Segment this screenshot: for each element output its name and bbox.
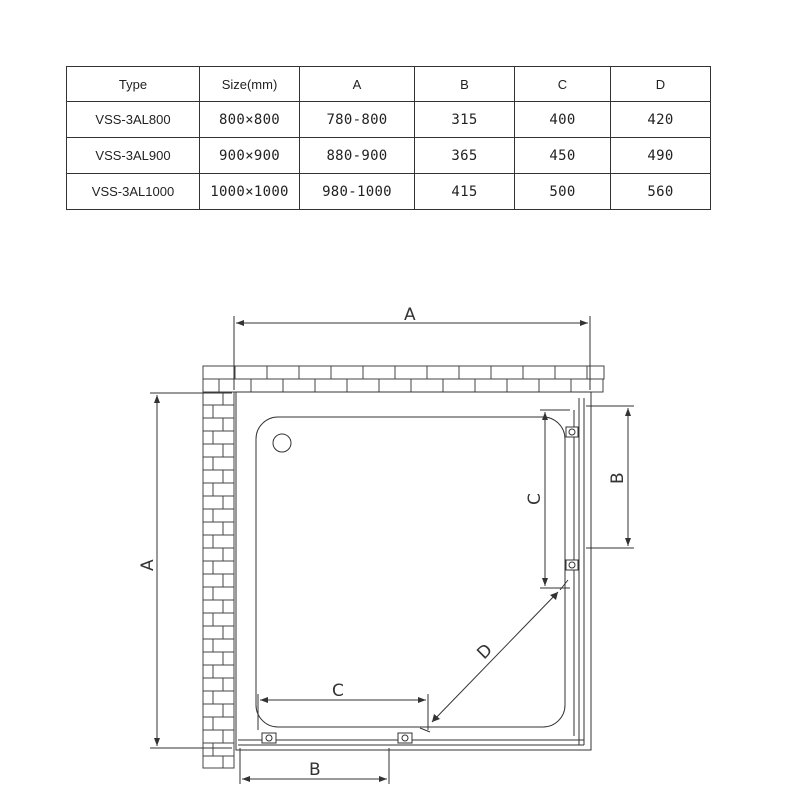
header-a: A [300, 67, 415, 102]
cell-d: 490 [611, 138, 711, 174]
brick [523, 366, 555, 379]
brick [235, 366, 267, 379]
brick [443, 379, 475, 392]
brick [213, 639, 234, 652]
brick [203, 483, 213, 496]
brick [203, 730, 223, 743]
brick [203, 431, 213, 444]
brick [223, 574, 234, 587]
cell-a: 980-1000 [300, 174, 415, 210]
shower-tray [256, 417, 565, 727]
cell-size: 800×800 [200, 102, 300, 138]
cell-c: 500 [515, 174, 611, 210]
brick [299, 366, 331, 379]
brick [203, 522, 223, 535]
brick [223, 678, 234, 691]
brick [347, 379, 379, 392]
brick [203, 665, 213, 678]
brick [213, 665, 234, 678]
brick [213, 509, 234, 522]
brick [213, 431, 234, 444]
brick [203, 613, 213, 626]
cell-c: 450 [515, 138, 611, 174]
brick [203, 639, 213, 652]
cell-type: VSS-3AL1000 [67, 174, 200, 210]
dim-label-a-top: A [404, 305, 416, 325]
brick [223, 626, 234, 639]
dim-label-a-left: A [138, 559, 158, 571]
brick [223, 392, 234, 405]
brick [213, 743, 234, 756]
brick [411, 379, 443, 392]
brick [223, 756, 234, 768]
header-c: C [515, 67, 611, 102]
brick [555, 366, 587, 379]
brick [251, 379, 283, 392]
brick [331, 366, 363, 379]
cell-d: 420 [611, 102, 711, 138]
brick [213, 717, 234, 730]
brick [203, 392, 223, 405]
header-size: Size(mm) [200, 67, 300, 102]
brick [223, 470, 234, 483]
brick [203, 587, 213, 600]
brick [203, 366, 235, 379]
brick [203, 470, 223, 483]
brick [219, 379, 251, 392]
brick [203, 652, 223, 665]
brick [213, 691, 234, 704]
brick [223, 418, 234, 431]
brick [475, 379, 507, 392]
brick [459, 366, 491, 379]
brick [203, 756, 223, 768]
brick [213, 483, 234, 496]
brick [223, 652, 234, 665]
brick [213, 561, 234, 574]
brick [203, 405, 213, 418]
brick [203, 691, 213, 704]
brick [571, 379, 603, 392]
cell-d: 560 [611, 174, 711, 210]
brick [315, 379, 347, 392]
cell-b: 365 [415, 138, 515, 174]
brick [203, 704, 223, 717]
brick [203, 418, 223, 431]
brick [203, 678, 223, 691]
cell-a: 780-800 [300, 102, 415, 138]
drain-icon [273, 434, 291, 452]
brick [203, 509, 213, 522]
dim-label-b-bottom: B [309, 760, 321, 780]
brick [213, 613, 234, 626]
brick [203, 717, 213, 730]
cell-b: 415 [415, 174, 515, 210]
brick [213, 457, 234, 470]
brick [223, 496, 234, 509]
brick [203, 379, 219, 392]
brick [223, 522, 234, 535]
dim-label-c-right: C [525, 493, 545, 505]
brick [203, 574, 223, 587]
brick [213, 535, 234, 548]
roller-hinge-icon [262, 427, 578, 743]
brick [539, 379, 571, 392]
brick [203, 561, 213, 574]
brick [223, 600, 234, 613]
cell-size: 1000×1000 [200, 174, 300, 210]
brick-wall [203, 366, 604, 768]
brick [379, 379, 411, 392]
brick [427, 366, 459, 379]
brick [213, 405, 234, 418]
brick [203, 444, 223, 457]
header-d: D [611, 67, 711, 102]
dim-label-c-bottom: C [332, 681, 344, 701]
brick [223, 444, 234, 457]
cell-type: VSS-3AL800 [67, 102, 200, 138]
cell-type: VSS-3AL900 [67, 138, 200, 174]
brick [363, 366, 395, 379]
brick [203, 743, 213, 756]
brick [203, 535, 213, 548]
brick [283, 379, 315, 392]
brick [203, 626, 223, 639]
brick [491, 366, 523, 379]
brick [267, 366, 299, 379]
brick [203, 548, 223, 561]
cell-size: 900×900 [200, 138, 300, 174]
dim-label-b-right: B [608, 472, 628, 484]
brick [395, 366, 427, 379]
brick [223, 730, 234, 743]
header-type: Type [67, 67, 200, 102]
dim-label-d: D [473, 640, 497, 664]
header-b: B [415, 67, 515, 102]
brick [223, 704, 234, 717]
enclosure-frame [236, 392, 591, 750]
brick [223, 548, 234, 561]
brick [507, 379, 539, 392]
cell-c: 400 [515, 102, 611, 138]
brick [203, 600, 223, 613]
cell-b: 315 [415, 102, 515, 138]
brick [213, 587, 234, 600]
brick [203, 457, 213, 470]
brick [203, 496, 223, 509]
cell-a: 880-900 [300, 138, 415, 174]
